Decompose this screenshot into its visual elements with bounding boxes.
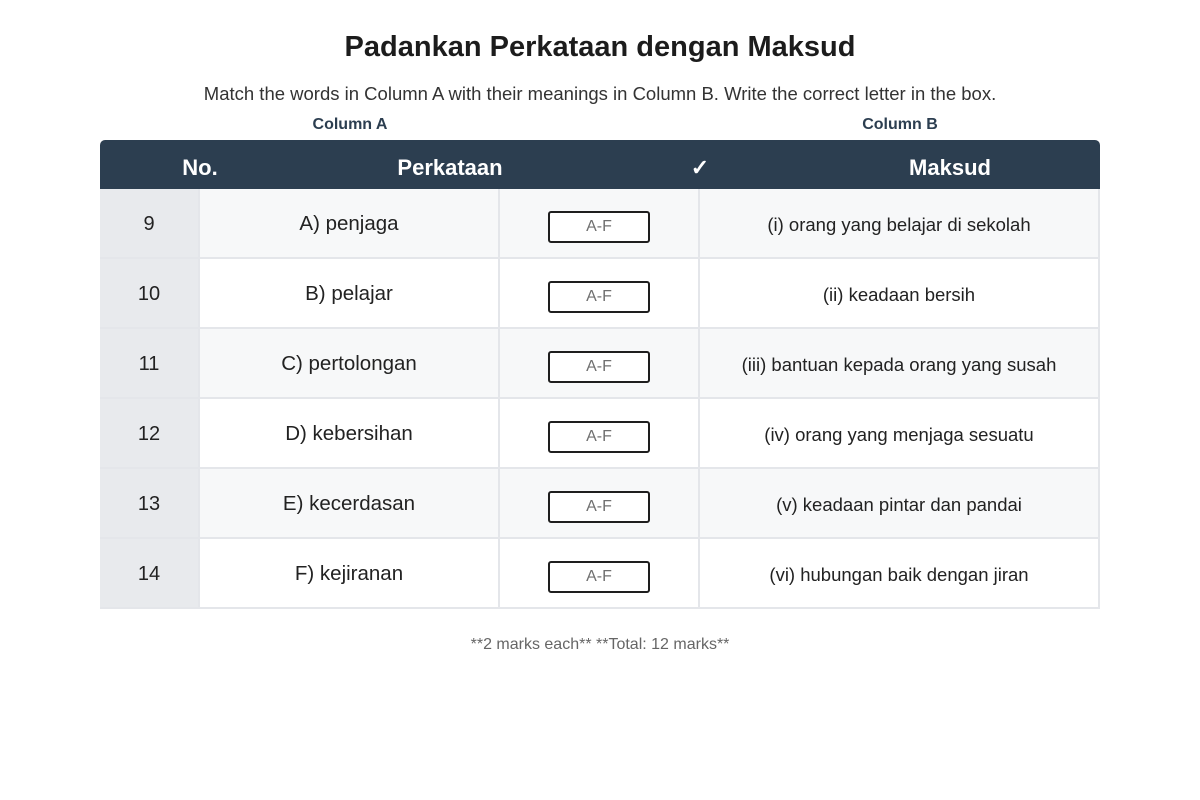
header-meaning: Maksud	[909, 154, 991, 180]
meaning-cell: (i) orang yang belajar di sekolah	[700, 189, 1100, 259]
table-row	[100, 189, 1100, 259]
word-cell: B) pelajar	[200, 259, 500, 329]
table-row	[100, 329, 1100, 399]
meaning-cell: (vi) hubungan baik dengan jiran	[700, 539, 1100, 609]
meaning-cell: (ii) keadaan bersih	[700, 259, 1100, 329]
word-cell: A) penjaga	[200, 189, 500, 259]
header-check-icon: ✓	[690, 154, 710, 180]
question-number: 14	[100, 539, 200, 609]
meaning-cell: (iii) bantuan kepada orang yang susah	[700, 329, 1100, 399]
matching-table	[100, 140, 1100, 609]
question-number: 11	[100, 329, 200, 399]
word-cell: F) kejiranan	[200, 539, 500, 609]
question-number: 12	[100, 399, 200, 469]
answer-input[interactable]	[548, 421, 650, 453]
answer-cell	[500, 329, 700, 399]
answer-input[interactable]	[548, 561, 650, 593]
question-number: 10	[100, 259, 200, 329]
column-a-label: Column A	[312, 116, 388, 133]
marks-note: **2 marks each** **Total: 12 marks**	[470, 636, 730, 653]
answer-input[interactable]	[548, 281, 650, 313]
answer-input[interactable]	[548, 351, 650, 383]
table-row	[100, 469, 1100, 539]
answer-input[interactable]	[548, 491, 650, 523]
word-cell: D) kebersihan	[200, 399, 500, 469]
question-number: 9	[100, 189, 200, 259]
instructions-text: Match the words in Column A with their meanings in Column B. Write the correct letter in the box.	[203, 83, 997, 104]
table-row	[100, 399, 1100, 469]
word-cell: E) kecerdasan	[200, 469, 500, 539]
question-number: 13	[100, 469, 200, 539]
header-no: No.	[182, 154, 218, 180]
answer-cell	[500, 399, 700, 469]
header-word: Perkataan	[397, 154, 503, 180]
table-header	[100, 140, 1100, 189]
answer-cell	[500, 189, 700, 259]
answer-input[interactable]	[548, 211, 650, 243]
table-row	[100, 259, 1100, 329]
column-b-label: Column B	[862, 116, 938, 133]
word-cell: C) pertolongan	[200, 329, 500, 399]
answer-cell	[500, 469, 700, 539]
answer-cell	[500, 259, 700, 329]
meaning-cell: (v) keadaan pintar dan pandai	[700, 469, 1100, 539]
table-row	[100, 539, 1100, 609]
meaning-cell: (iv) orang yang menjaga sesuatu	[700, 399, 1100, 469]
page-title: Padankan Perkataan dengan Maksud	[344, 31, 856, 63]
answer-cell	[500, 539, 700, 609]
